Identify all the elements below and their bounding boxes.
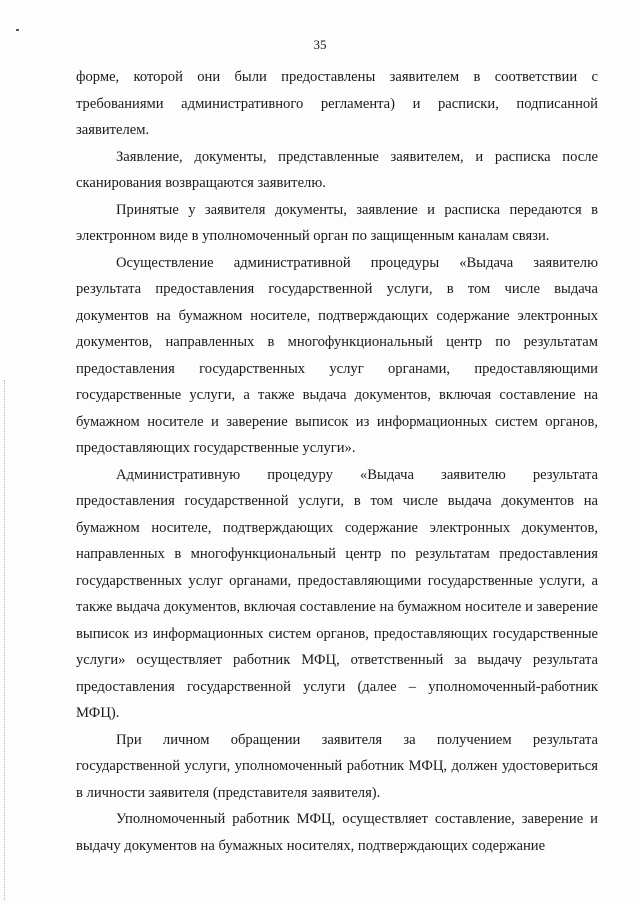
paragraph: Административную процедуру «Выдача заявителю результата предоставления государственной услуги, в том числе выдача документов на бумажном носителе, подтверждающих содержание электронных документов, направленных в многофункциональный центр по результатам предоставления государственных услуг органами, предоставляющими государственные услуги, а также выдача документов, включая составление на бумажном носителе и заверение выписок из информационных систем органов, предоставляющих государственные услуги» осуществляет работник МФЦ, ответственный за выдачу результата предоставления государственной услуги (далее – уполномоченный-работник МФЦ). [76, 466, 598, 721]
paragraph: Заявление, документы, представленные заявителем, и расписка после сканирования возвращаются заявителю. [76, 148, 598, 191]
paragraph: форме, которой они были предоставлены заявителем в соответствии с требованиями административного регламента) и расписки, подписанной заявителем. [76, 69, 598, 138]
paragraph: Уполномоченный работник МФЦ, осуществляет составление, заверение и выдачу документов на бумажных носителях, подтверждающих содержание [76, 811, 598, 854]
paragraph: При личном обращении заявителя за получением результата государственной услуги, уполномоченный работник МФЦ, должен удостовериться в личности заявителя (представителя заявителя). [76, 731, 598, 801]
paragraph: Осуществление административной процедуры «Выдача заявителю результата предоставления государственной услуги, в том числе выдача документов на бумажном носителе, подтверждающих содержание электронных документов, направленных в многофункциональный центр по результатам предоставления государственных услуг органами, предоставляющими государственные услуги, а также выдача документов, включая составление на бумажном носителе и заверение выписок из информационных систем органов, предоставляющих государственные услуги». [76, 254, 598, 456]
scan-margin-marks [4, 380, 7, 900]
page-number: 35 [313, 37, 327, 52]
paragraph: Принятые у заявителя документы, заявление и расписка передаются в электронном виде в уполномоченный орган по защищенным каналам связи. [76, 201, 598, 244]
scan-artifact-dot [16, 29, 19, 31]
document-body [76, 64, 598, 859]
